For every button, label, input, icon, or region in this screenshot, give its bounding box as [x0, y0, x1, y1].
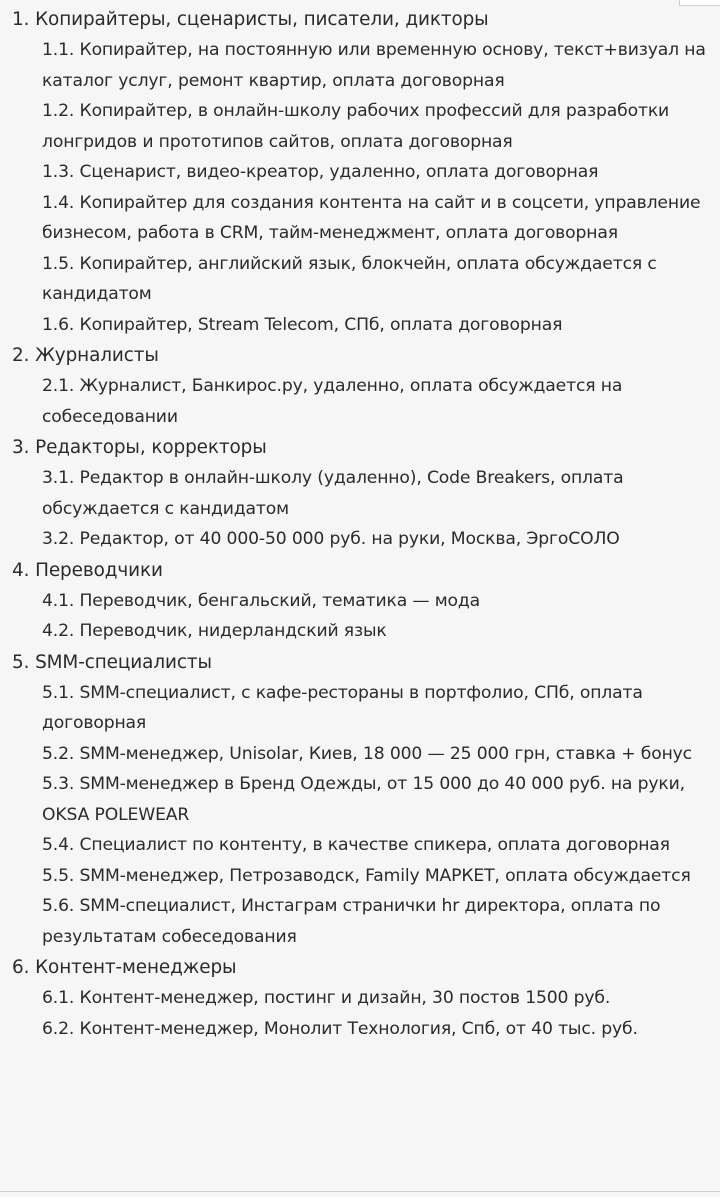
list-item[interactable]: 5.1. SMM-специалист, с кафе-рестораны в портфолио, СПб, оплата договорная [42, 682, 643, 733]
section-translators [0, 555, 720, 647]
list-item[interactable]: 1.6. Копирайтер, Stream Telecom, СПб, оплата договорная [42, 314, 563, 335]
list-item[interactable]: 5.5. SMM-менеджер, Петрозаводск, Family МАРКЕТ, оплата обсуждается [42, 865, 691, 886]
section-journalists [0, 340, 720, 432]
section-items [0, 983, 720, 1044]
list-item[interactable]: 1.4. Копирайтер для создания контента на сайт и в соцсети, управление бизнесом, работа в CRM, тайм-менеджмент, оплата договорная [42, 192, 701, 243]
section-items [0, 35, 720, 340]
list-item[interactable]: 1.3. Сценарист, видео-креатор, удаленно, оплата договорная [42, 162, 599, 182]
section-editors [0, 432, 720, 555]
list-item[interactable]: 5.3. SMM-менеджер в Бренд Одежды, от 15 000 до 40 000 руб. на руки, OKSA POLEWEAR [42, 774, 685, 825]
list-item[interactable]: 5.6. SMM-специалист, Инстаграм странички hr директора, оплата по результатам собеседования [42, 896, 661, 947]
list-item[interactable]: 4.1. Переводчик, бенгальский, тематика — мода [42, 590, 481, 611]
section-title[interactable]: 4. Переводчики [12, 559, 163, 581]
list-item[interactable]: 1.1. Копирайтер, на постоянную или временную основу, текст+визуал на каталог услуг, ремонт квартир, оплата договорная [42, 40, 706, 91]
top-right-tab [679, 0, 720, 6]
list-item[interactable]: 4.2. Переводчик, нидерландский язык [42, 621, 387, 641]
list-item[interactable]: 6.2. Контент-менеджер, Монолит Технология, Спб, от 40 тыс. руб. [42, 1018, 638, 1039]
list-item[interactable]: 1.5. Копирайтер, английский язык, блокчейн, оплата обсуждается с кандидатом [42, 253, 657, 304]
section-title[interactable]: 2. Журналисты [12, 345, 159, 366]
section-copywriters [0, 4, 720, 340]
section-title[interactable]: 1. Копирайтеры, сценаристы, писатели, дикторы [12, 9, 489, 30]
vacancy-contents [0, 4, 720, 1044]
section-items [0, 371, 720, 432]
list-item[interactable]: 3.2. Редактор, от 40 000-50 000 руб. на руки, Москва, ЭргоСОЛО [42, 529, 620, 549]
list-item[interactable]: 6.1. Контент-менеджер, постинг и дизайн, 30 постов 1500 руб. [42, 988, 611, 1008]
list-item[interactable]: 1.2. Копирайтер, в онлайн-школу рабочих профессий для разработки лонгридов и прототипов сайтов, оплата договорная [42, 101, 670, 152]
section-title[interactable]: 5. SMM-специалисты [12, 651, 212, 673]
section-title[interactable]: 3. Редакторы, корректоры [12, 437, 267, 458]
bottom-divider [0, 1191, 720, 1192]
list-item[interactable]: 2.1. Журналист, Банкирос.ру, удаленно, оплата обсуждается на собеседовании [42, 376, 623, 427]
list-item[interactable]: 3.1. Редактор в онлайн-школу (удаленно), Code Breakers, оплата обсуждается с кандидатом [42, 468, 624, 519]
list-item[interactable]: 5.4. Специалист по контенту, в качестве спикера, оплата договорная [42, 835, 670, 855]
section-smm [0, 647, 720, 953]
section-content-managers [0, 952, 720, 1044]
section-items [0, 586, 720, 647]
section-items [0, 463, 720, 555]
section-title[interactable]: 6. Контент-менеджеры [12, 957, 237, 978]
list-item[interactable]: 5.2. SMM-менеджер, Unisolar, Киев, 18 000 — 25 000 грн, ставка + бонус [42, 743, 692, 764]
section-items [0, 678, 720, 953]
